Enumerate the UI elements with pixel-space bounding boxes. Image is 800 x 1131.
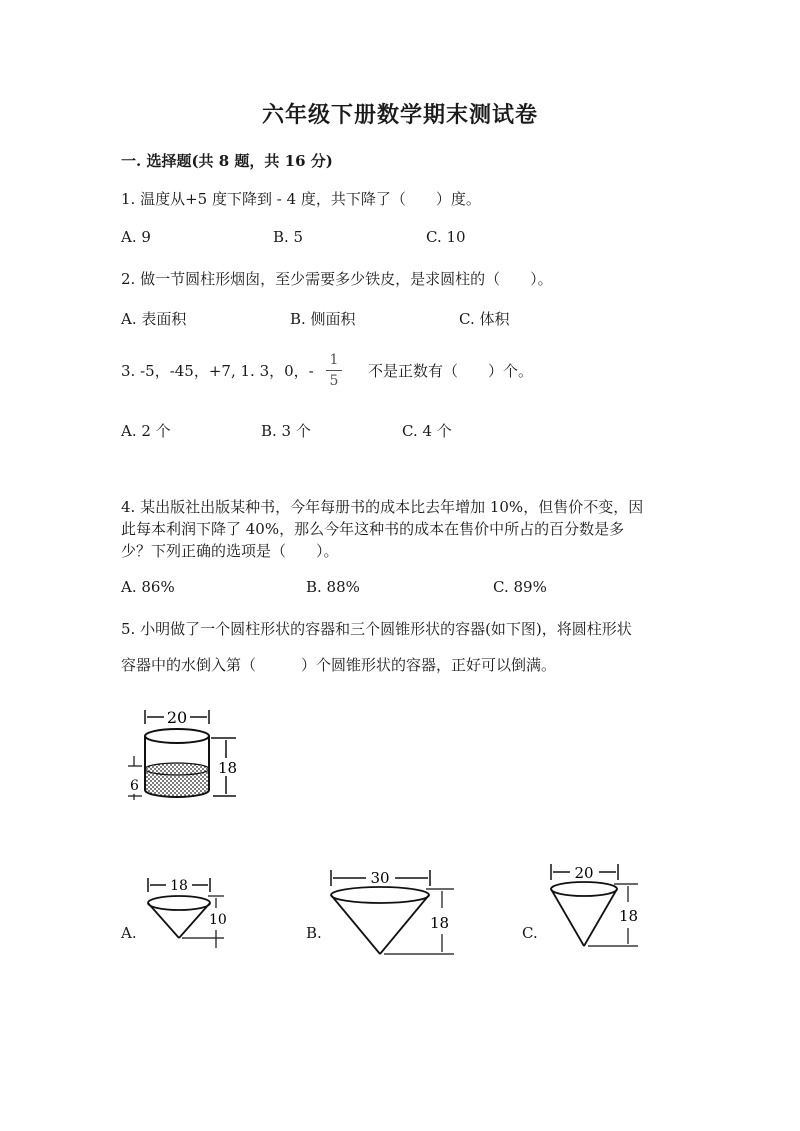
q3-option-a: A. 2 个 [121, 422, 171, 440]
cone-a-height: 10 [209, 912, 227, 928]
q1-option-a: A. 9 [121, 228, 151, 246]
question-3-continued: 不是正数有（ ）个。 [368, 362, 534, 380]
cone-c-height: 18 [619, 907, 639, 925]
page-title: 六年级下册数学期末测试卷 [261, 102, 538, 128]
q3-option-b: B. 3 个 [261, 422, 311, 440]
q4-option-a: A. 86% [121, 578, 175, 596]
fraction-numerator: 1 [329, 352, 339, 368]
q3-option-c: C. 4 个 [402, 422, 452, 440]
cylinder-top [145, 729, 209, 743]
cone-b-figure [322, 862, 462, 962]
q2-option-c: C. 体积 [459, 310, 510, 328]
question-5-line-1: 5. 小明做了一个圆柱形状的容器和三个圆锥形状的容器(如下图)，将圆柱形状 [121, 620, 632, 638]
cylinder-figure [118, 700, 268, 820]
fraction-bar [326, 370, 342, 371]
fraction-one-fifth [326, 353, 342, 388]
question-5-line-2: 容器中的水倒入第（ ）个圆锥形状的容器，正好可以倒满。 [121, 656, 557, 674]
question-4-line-3: 少？下列正确的选项是（ ）。 [121, 542, 339, 560]
section-heading: 一. 选择题(共 8 题，共 16 分) [121, 152, 333, 170]
cone-b-diameter: 30 [370, 869, 390, 887]
q1-option-c: C. 10 [426, 228, 466, 246]
cone-a-figure [140, 872, 240, 962]
question-4-line-1: 4. 某出版社出版某种书，今年每册书的成本比去年增加 10%，但售价不变，因 [121, 498, 644, 516]
q2-option-a: A. 表面积 [121, 310, 187, 328]
question-3: 3. -5，-45，+7, 1. 3，0，- [121, 362, 314, 380]
question-1: 1. 温度从+5 度下降到 - 4 度，共下降了（ ）度。 [121, 190, 481, 208]
cylinder-diameter-label: 20 [166, 708, 188, 727]
water-height-label: 6 [130, 778, 139, 794]
q4-option-c: C. 89% [493, 578, 547, 596]
q4-option-b: B. 88% [306, 578, 360, 596]
fraction-denominator: 5 [329, 373, 339, 389]
question-4-line-2: 此每本利润下降了 40%，那么今年这种书的成本在售价中所占的百分数是多 [121, 520, 625, 538]
cone-c-label: C. [522, 924, 538, 942]
q2-option-b: B. 侧面积 [290, 310, 356, 328]
cone-c-figure [542, 858, 652, 958]
water-surface [145, 763, 209, 775]
cone-b-height: 18 [430, 914, 450, 932]
cone-b-label: B. [306, 924, 322, 942]
question-2: 2. 做一节圆柱形烟囱，至少需要多少铁皮，是求圆柱的（ ）。 [121, 270, 553, 288]
cone-c-diameter: 20 [574, 864, 594, 882]
cone-a-label: A. [121, 924, 137, 942]
cylinder-height-label: 18 [218, 759, 238, 777]
cone-a-diameter: 18 [170, 878, 188, 894]
q1-option-b: B. 5 [273, 228, 304, 246]
